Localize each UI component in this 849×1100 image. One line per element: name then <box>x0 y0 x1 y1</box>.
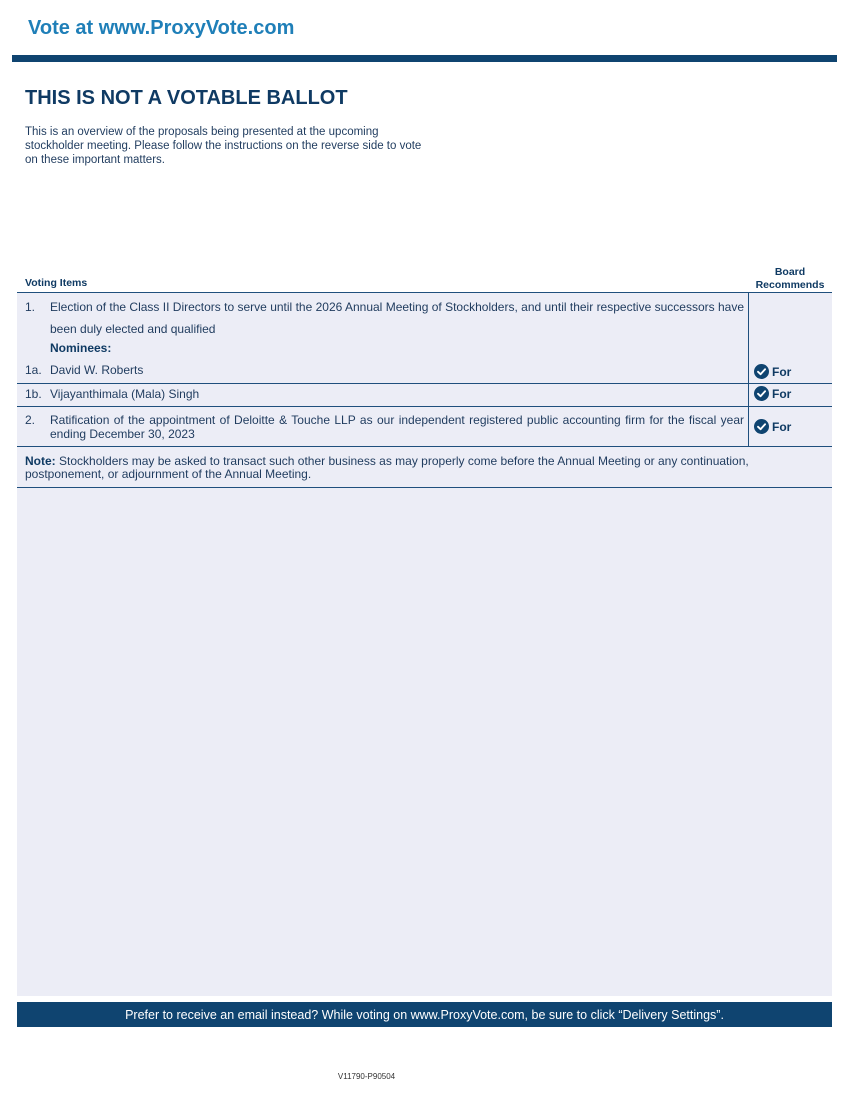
proposal-2-recommendation <box>754 419 791 434</box>
row-divider-1b <box>17 406 832 407</box>
proposal-1-number: 1. <box>25 300 36 314</box>
board-recommends-header <box>750 266 830 292</box>
board-header-line1: Board <box>774 266 806 278</box>
note-text <box>25 455 785 481</box>
header-divider <box>12 55 837 62</box>
row-divider-2 <box>17 446 832 447</box>
nominees-label: Nominees: <box>50 341 112 355</box>
nominee-1a-number: 1a. <box>25 363 42 377</box>
note-body: Stockholders may be asked to transact such other business as may properly come before the Annual Meeting or any continuation, postponement, or adjournment of the Annual Meeting. <box>25 454 749 481</box>
nominee-1b-number: 1b. <box>25 387 42 401</box>
nominee-1b-recommendation <box>754 386 791 401</box>
nominee-1a-recommendation <box>754 364 791 379</box>
recommendation-label: For <box>772 364 792 379</box>
column-divider <box>748 292 749 447</box>
proposal-2-text: Ratification of the appointment of Deloitte & Touche LLP as our independent registered public accounting firm for the fiscal year ending December 30, 2023 <box>50 413 744 441</box>
nominee-1b-name: Vijayanthimala (Mala) Singh <box>50 387 200 401</box>
row-divider-1a <box>17 383 832 384</box>
check-circle-icon <box>754 419 769 434</box>
recommendation-label: For <box>772 386 792 401</box>
recommendation-label: For <box>772 419 792 434</box>
table-top-rule <box>17 292 832 293</box>
proposal-1-text: Election of the Class II Directors to serve until the 2026 Annual Meeting of Stockholders, and until their respective successors have been duly elected and qualified <box>50 300 744 336</box>
proposal-2-number: 2. <box>25 413 36 427</box>
proxyvote-link[interactable]: Vote at www.ProxyVote.com <box>28 17 295 39</box>
note-divider <box>17 487 832 488</box>
board-header-line2: Recommends <box>755 279 825 291</box>
note-label: Note: <box>25 454 56 468</box>
nominee-1a-name: David W. Roberts <box>50 363 144 377</box>
check-circle-icon <box>754 386 769 401</box>
email-delivery-text: Prefer to receive an email instead? While voting on www.ProxyVote.com, be sure to click “Delivery Settings”. <box>125 1007 724 1022</box>
voting-items-header: Voting Items <box>25 277 88 289</box>
email-delivery-banner <box>17 1002 832 1027</box>
page-title: THIS IS NOT A VOTABLE BALLOT <box>25 87 348 109</box>
intro-text: This is an overview of the proposals being presented at the upcoming stockholder meeting. Please follow the instructions on the reverse side to vote on these important matters. <box>25 126 422 166</box>
check-circle-icon <box>754 364 769 379</box>
document-code: V11790-P90504 <box>337 1072 396 1081</box>
